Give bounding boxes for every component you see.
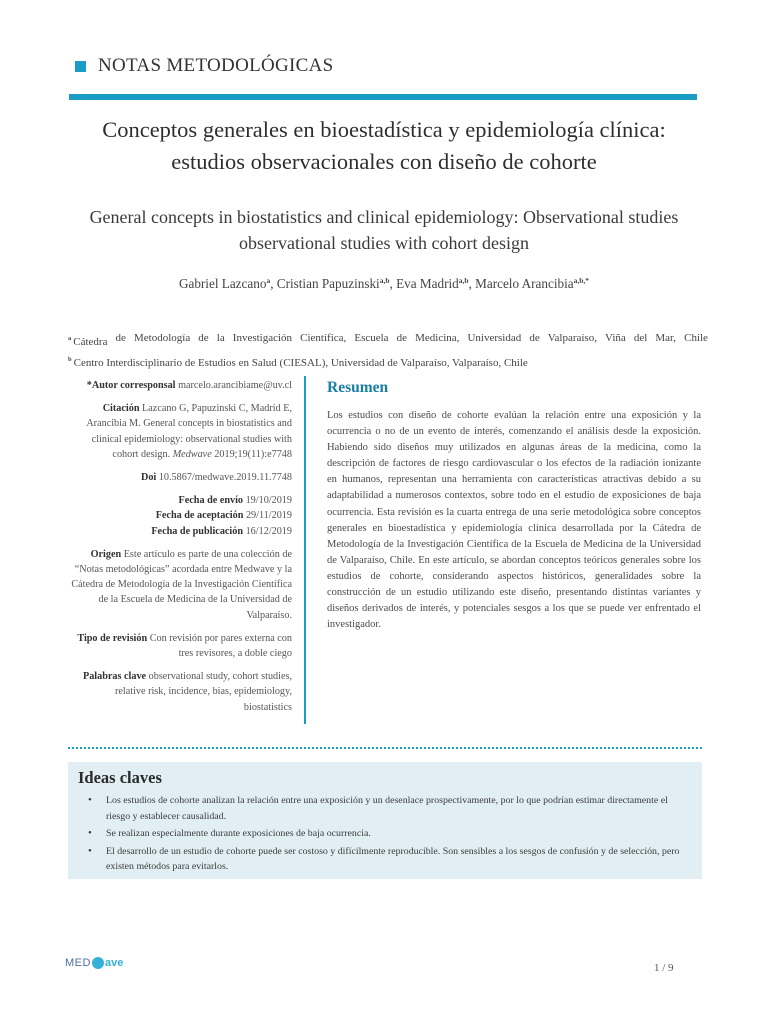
meta-label: Palabras clave (82, 671, 147, 683)
title-en-line2: observational studies with cohort design (239, 233, 529, 253)
key-ideas-title: Ideas claves (78, 768, 162, 787)
key-idea-item: • Se realizan especialmente durante exposiciones de baja ocurrencia. (88, 826, 692, 842)
meta-label: Fecha de aceptación (155, 510, 244, 522)
date-published (68, 524, 292, 539)
affiliation-word: Viña (605, 332, 626, 344)
title-en-line1: General concepts in biostatistics and clinical epidemiology: Observational studies (89, 207, 679, 227)
key-idea-item: • El desarrollo de un estudio de cohorte puede ser costoso y difícilmente reproducible. Son sensibles a los sesgos de confusión y de selección, pero existen métodos para evitarlos. (88, 844, 692, 875)
logo-text-right: ave (104, 957, 124, 969)
affiliation-word: del (633, 332, 648, 344)
date-value: 16/12/2019 (245, 525, 292, 537)
corresponding-email[interactable]: marcelo.arancibiame@uv.cl (178, 380, 292, 391)
author-affil-sup: a,b (379, 276, 390, 285)
affil-sup: b (68, 356, 72, 363)
review-type-text: Con revisión por pares externa con tres revisores, a doble ciego (149, 632, 292, 660)
author-name: Eva Madrid (396, 276, 459, 291)
affil-sup: a (68, 335, 72, 342)
affiliation-word: Metodología (134, 332, 191, 344)
affiliation-word: de (396, 332, 408, 344)
doi (68, 470, 292, 485)
dates (68, 493, 292, 539)
date-accepted (68, 508, 292, 523)
logo-text-left: MED (65, 957, 91, 969)
meta-label: Origen (90, 548, 122, 560)
origin (68, 547, 292, 623)
key-ideas-box (68, 762, 702, 879)
medwave-logo[interactable] (65, 957, 123, 969)
affiliation-word: $^a$ Cátedra (68, 335, 108, 348)
citation-text: Lazcano G, Papuzinski C, Madrid E, Arancibia M. General concepts in biostatistics and clinical epidemiology: observational studies with cohort design. (86, 403, 292, 460)
date-value: 19/10/2019 (245, 495, 292, 507)
affiliation-word: la (216, 332, 225, 344)
affiliation-word: Medicina, (415, 332, 460, 344)
affiliation-word: Universidad (467, 332, 522, 344)
dotted-divider (68, 747, 702, 749)
author-affil-sup: a,b (458, 276, 469, 285)
date-value: 29/11/2019 (245, 510, 292, 522)
section-header (75, 55, 334, 77)
affiliation-word: Escuela (354, 332, 389, 344)
column-divider (304, 376, 306, 724)
affiliation-word: Investigación (232, 332, 293, 344)
affiliation-a (68, 330, 708, 351)
author-affil-sup: a,b,* (573, 276, 590, 285)
author-affil-sup: a (266, 276, 271, 285)
review-type (68, 631, 292, 661)
key-idea-item: • Los estudios de cohorte analizan la relación entre una exposición y un desenlace prospectivamente, por lo que podrían estimar directamente el riesgo y establecer causalidad. (88, 793, 692, 824)
affiliation-word: Valparaíso, (547, 332, 597, 344)
square-icon (75, 61, 86, 72)
affiliation-word: de (115, 332, 126, 344)
article-metadata (68, 378, 292, 723)
affiliation-word: Chile (684, 332, 708, 344)
section-title: NOTAS METODOLÓGICAS (98, 55, 334, 76)
title-spanish (60, 114, 708, 178)
affiliation-word: de (198, 332, 209, 344)
meta-label: Fecha de publicación (151, 525, 244, 537)
abstract-heading: Resumen (327, 379, 389, 396)
affiliation-word: de (529, 332, 540, 344)
meta-label: Tipo de revisión (77, 632, 148, 644)
affiliation-word: Mar, (655, 332, 677, 344)
title-es-line1: Conceptos generales en bioestadística y epidemiología clínica: (102, 117, 666, 142)
logo-circle-icon (92, 957, 104, 969)
affiliation-text: Centro Interdisciplinario de Estudios en Salud (CIESAL), Universidad de Valparaíso, Valparaíso, Chile (73, 357, 528, 369)
keywords (68, 669, 292, 715)
meta-label: Fecha de envío (178, 495, 244, 507)
citation-journal: Medwave (172, 448, 212, 460)
author-name: Cristian Papuzinski (276, 276, 380, 291)
author-name: Marcelo Arancibia (475, 276, 574, 291)
page-number: 1 / 9 (654, 962, 674, 974)
author-list: Gabriel Lazcano$^a$, Cristian Papuzinski$^{a,b}$, Eva Madrid$^{a,b}$, Marcelo Arancibia$^{a,b,*}$ (178, 276, 590, 291)
abstract-body: Los estudios con diseño de cohorte evalúan la relación entre una exposición y la ocurrencia o no de un evento de interés, comenzando el análisis desde la exposición. Habiendo sido diseños muy utilizados en algunas áreas de la medicina, como la descripción de factores de riesgo cardiovascular o los efectos de la radiación ionizante en humanos, representan una herramienta con características atractivas debido a su adaptabilidad a numerosos contextos, sobre todo en el estudio de exposiciones de baja ocurrencia. Esta revisión es la cuarta entrega de una serie metodológica sobre conceptos generales en bioestadística y epidemiología clínica desarrollada por la Cátedra de Metodología de la Investigación Científica de la Escuela de Medicina de la Universidad de Valparaíso, Chile. En este artículo, se abordan conceptos teóricos generales sobre los estudios de cohorte, considerando aspectos históricos, generalidades sobre la construcción de un estudio utilizando este diseño, presentando distintas variantes y diseños derivados de interés, y potenciales sesgos a los que se puede ver enfrentado el investigador. (327, 410, 701, 631)
title-es-line2: estudios observacionales con diseño de cohorte (171, 149, 597, 174)
affiliation-b (68, 351, 708, 372)
keywords-text: observational study, cohort studies, relative risk, incidence, bias, epidemiology, biostatistics (115, 671, 292, 713)
citation-ref: 2019;19(11):e7748 (214, 448, 292, 460)
date-submitted (68, 493, 292, 508)
doi-link[interactable]: 10.5867/medwave.2019.11.7748 (158, 472, 292, 484)
author-name: Gabriel Lazcano (178, 276, 267, 291)
origin-text: Este artículo es parte de una colección de “Notas metodológicas” acordada entre Medwave y la Cátedra de Metodología de la Investigación Científica de la Escuela de Medicina de la Universidad de Valparaíso. (71, 548, 292, 621)
meta-label: *Autor corresponsal (86, 380, 176, 391)
title-english (60, 204, 708, 256)
corresponding-author (68, 378, 292, 393)
meta-label: Doi (140, 472, 157, 484)
meta-label: Citación (102, 403, 140, 415)
top-rule (69, 94, 697, 100)
citation (68, 401, 292, 462)
affiliation-word: Científica, (300, 332, 347, 344)
affiliations (68, 330, 708, 372)
key-ideas-list (88, 793, 692, 877)
